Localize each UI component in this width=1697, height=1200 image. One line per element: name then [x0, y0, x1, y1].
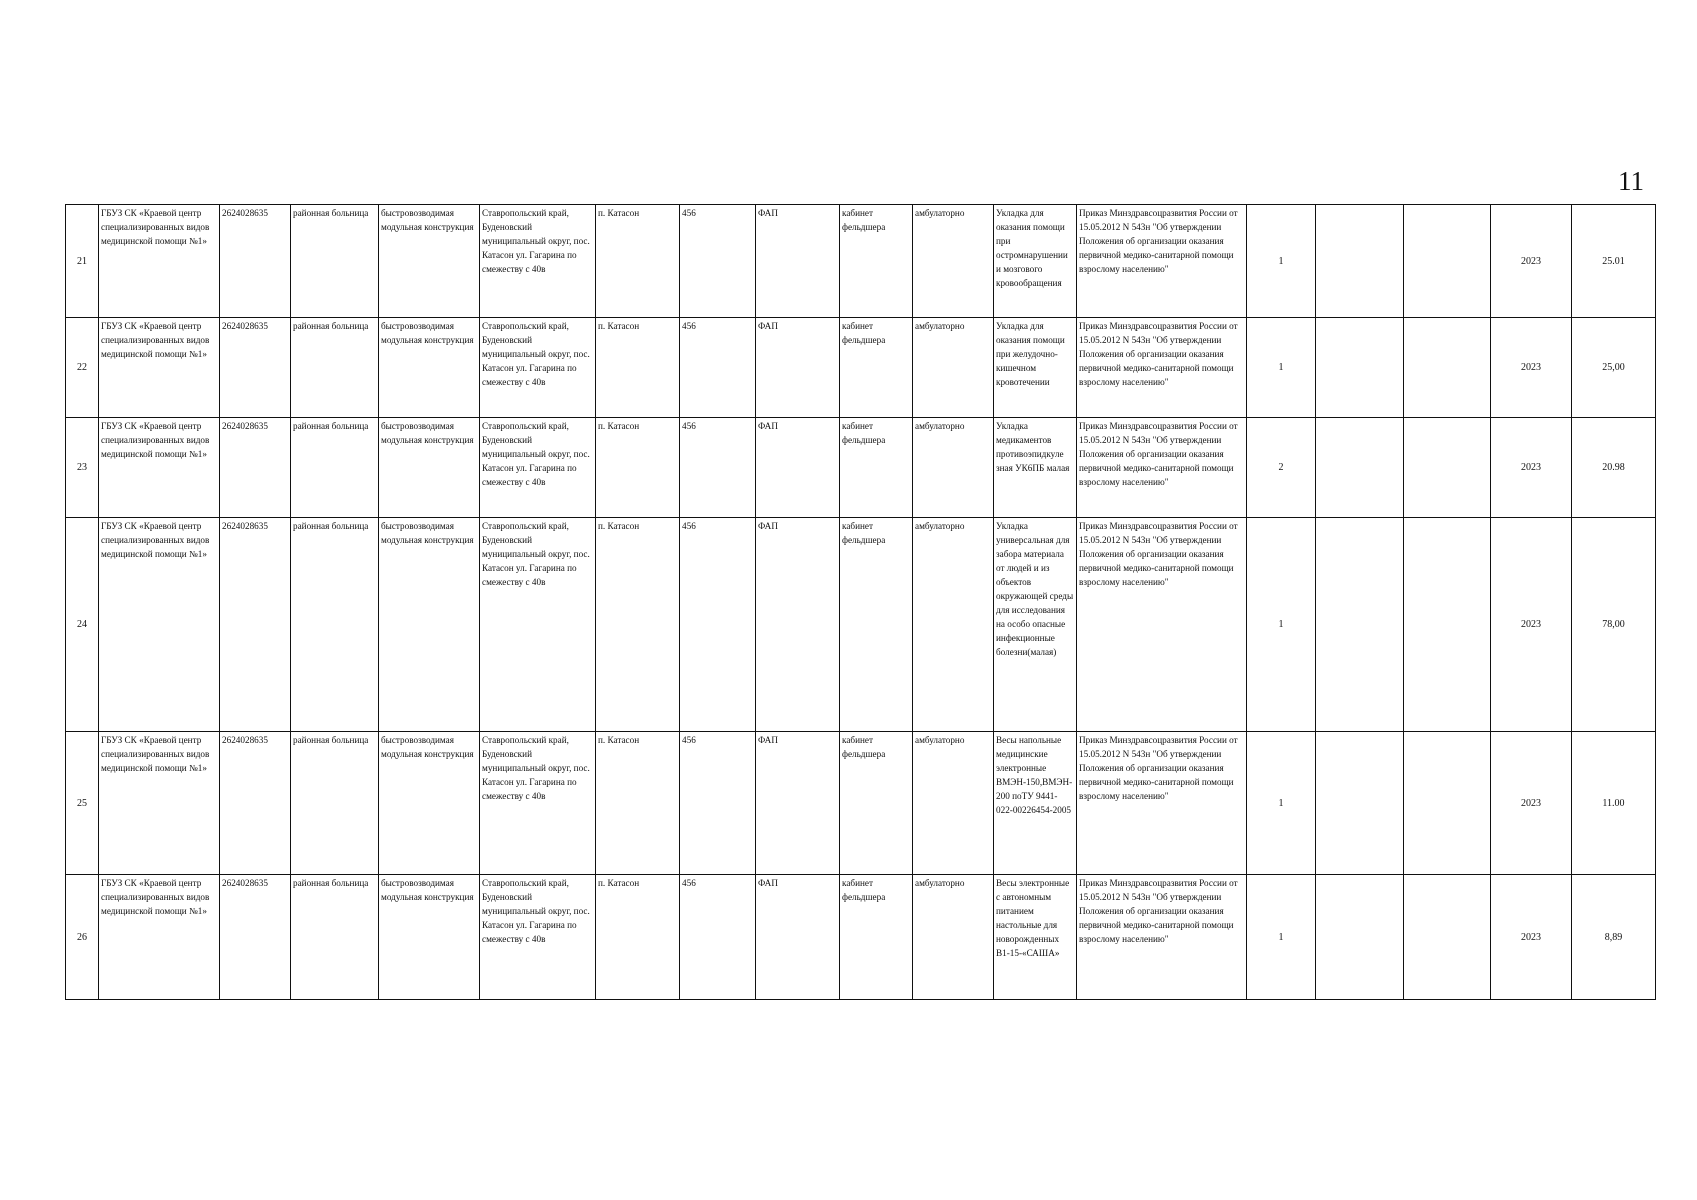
type-text: районная больница [293, 208, 369, 218]
num-text: 21 [77, 255, 87, 267]
construction-text: быстровозводимая модульная конструкция [381, 321, 474, 345]
inn-text: 2624028635 [222, 321, 268, 331]
facility-type-cell [291, 732, 379, 875]
construction-text: быстровозводимая модульная конструкция [381, 735, 474, 759]
empty-cell-2 [1404, 732, 1491, 875]
unit-text: ФАП [758, 878, 778, 888]
equipment-cell [994, 875, 1077, 1000]
cost-text: 78,00 [1602, 619, 1625, 630]
settlement-cell [596, 205, 680, 318]
empty-cell-2 [1404, 318, 1491, 418]
address-cell [480, 205, 596, 318]
empty-cell-1 [1316, 205, 1404, 318]
room-cell [840, 205, 913, 318]
population-text: 456 [682, 521, 696, 531]
care-mode-cell [913, 732, 994, 875]
qty-text: 1 [1278, 797, 1284, 809]
type-text: районная больница [293, 735, 369, 745]
address-cell [480, 875, 596, 1000]
year-cell [1491, 732, 1572, 875]
order-cell [1077, 732, 1247, 875]
population-text: 456 [682, 321, 696, 331]
population-cell [680, 732, 756, 875]
qty-text: 1 [1278, 255, 1284, 267]
year-text: 2023 [1521, 255, 1541, 267]
unit-text: ФАП [758, 421, 778, 431]
population-cell [680, 318, 756, 418]
population-cell [680, 205, 756, 318]
address-cell [480, 518, 596, 732]
mode-text: амбулаторно [915, 321, 965, 331]
year-cell [1491, 518, 1572, 732]
empty-cell-1 [1316, 875, 1404, 1000]
table-row [66, 875, 1656, 1000]
construction-text: быстровозводимая модульная конструкция [381, 878, 474, 902]
row-number-cell [66, 875, 99, 1000]
num-text: 24 [77, 619, 87, 630]
mode-text: амбулаторно [915, 421, 965, 431]
room-cell [840, 875, 913, 1000]
cost-cell [1572, 205, 1656, 318]
inn-cell [220, 205, 291, 318]
org-text: ГБУЗ СК «Краевой центр специализированных видов медицинской помощи №1» [101, 878, 210, 916]
mode-text: амбулаторно [915, 878, 965, 888]
room-text: кабинет фельдшера [842, 208, 886, 232]
address-text: Ставропольский край, Буденовский муниципальный округ, пос. Катасон ул. Гагарина по смежеству с 40в [482, 208, 590, 274]
equipment-table [65, 204, 1656, 1000]
settlement-text: п. Катасон [598, 521, 640, 531]
empty-cell-2 [1404, 205, 1491, 318]
equipment-text: Укладка медикаментов противоэпидкуле зная УК6ПБ малая [996, 421, 1070, 473]
inn-text: 2624028635 [222, 878, 268, 888]
row-number-cell [66, 205, 99, 318]
unit-cell [756, 318, 840, 418]
inn-cell [220, 318, 291, 418]
construction-cell [379, 418, 480, 518]
construction-cell [379, 875, 480, 1000]
population-cell [680, 875, 756, 1000]
page-number: 11 [1618, 166, 1644, 196]
table-row [66, 732, 1656, 875]
table-row [66, 518, 1656, 732]
org-text: ГБУЗ СК «Краевой центр специализированных видов медицинской помощи №1» [101, 735, 210, 773]
room-cell [840, 418, 913, 518]
cost-cell [1572, 732, 1656, 875]
empty-cell-1 [1316, 418, 1404, 518]
order-text: Приказ Минздравсоцразвития России от 15.05.2012 N 543н "Об утверждении Положения об организации оказания первичной медико-санитарной помощи взрослому населению" [1079, 421, 1238, 487]
empty-cell-1 [1316, 732, 1404, 875]
population-text: 456 [682, 878, 696, 888]
row-number-cell [66, 732, 99, 875]
year-text: 2023 [1521, 797, 1541, 809]
unit-cell [756, 418, 840, 518]
construction-cell [379, 318, 480, 418]
facility-type-cell [291, 318, 379, 418]
population-text: 456 [682, 208, 696, 218]
year-cell [1491, 418, 1572, 518]
quantity-cell [1247, 205, 1316, 318]
inn-cell [220, 732, 291, 875]
address-cell [480, 318, 596, 418]
empty-cell-1 [1316, 318, 1404, 418]
quantity-cell [1247, 318, 1316, 418]
address-text: Ставропольский край, Буденовский муниципальный округ, пос. Катасон ул. Гагарина по смежеству с 40в [482, 421, 590, 487]
room-text: кабинет фельдшера [842, 321, 886, 345]
inn-text: 2624028635 [222, 421, 268, 431]
construction-cell [379, 205, 480, 318]
table-row [66, 418, 1656, 518]
year-cell [1491, 318, 1572, 418]
settlement-cell [596, 518, 680, 732]
care-mode-cell [913, 205, 994, 318]
year-cell [1491, 875, 1572, 1000]
settlement-cell [596, 732, 680, 875]
empty-cell-2 [1404, 875, 1491, 1000]
order-text: Приказ Минздравсоцразвития России от 15.05.2012 N 543н "Об утверждении Положения об организации оказания первичной медико-санитарной помощи взрослому населению" [1079, 521, 1238, 587]
empty-cell-2 [1404, 418, 1491, 518]
equipment-text: Весы электронные с автономным питанием настольные для новорожденных В1-15-«САША» [996, 878, 1070, 958]
equipment-cell [994, 732, 1077, 875]
order-cell [1077, 518, 1247, 732]
order-text: Приказ Минздравсоцразвития России от 15.05.2012 N 543н "Об утверждении Положения об организации оказания первичной медико-санитарной помощи взрослому населению" [1079, 878, 1238, 944]
population-text: 456 [682, 735, 696, 745]
order-cell [1077, 318, 1247, 418]
num-text: 22 [77, 362, 87, 373]
care-mode-cell [913, 318, 994, 418]
order-text: Приказ Минздравсоцразвития России от 15.05.2012 N 543н "Об утверждении Положения об организации оказания первичной медико-санитарной помощи взрослому населению" [1079, 321, 1238, 387]
row-number-cell [66, 518, 99, 732]
organization-cell [99, 875, 220, 1000]
inn-cell [220, 875, 291, 1000]
row-number-cell [66, 418, 99, 518]
unit-cell [756, 205, 840, 318]
address-text: Ставропольский край, Буденовский муниципальный округ, пос. Катасон ул. Гагарина по смежеству с 40в [482, 878, 590, 944]
cost-text: 25.01 [1602, 255, 1625, 267]
table-row [66, 318, 1656, 418]
num-text: 25 [77, 797, 87, 809]
quantity-cell [1247, 418, 1316, 518]
room-text: кабинет фельдшера [842, 521, 886, 545]
settlement-cell [596, 318, 680, 418]
room-text: кабинет фельдшера [842, 421, 886, 445]
mode-text: амбулаторно [915, 521, 965, 531]
room-cell [840, 732, 913, 875]
address-text: Ставропольский край, Буденовский муниципальный округ, пос. Катасон ул. Гагарина по смежеству с 40в [482, 321, 590, 387]
num-text: 23 [77, 462, 87, 473]
year-text: 2023 [1521, 462, 1541, 473]
unit-text: ФАП [758, 735, 778, 745]
order-cell [1077, 875, 1247, 1000]
settlement-text: п. Катасон [598, 421, 640, 431]
order-text: Приказ Минздравсоцразвития России от 15.05.2012 N 543н "Об утверждении Положения об организации оказания первичной медико-санитарной помощи взрослому населению" [1079, 735, 1238, 801]
room-text: кабинет фельдшера [842, 878, 886, 902]
equipment-cell [994, 418, 1077, 518]
facility-type-cell [291, 418, 379, 518]
organization-cell [99, 318, 220, 418]
organization-cell [99, 418, 220, 518]
cost-cell [1572, 518, 1656, 732]
year-cell [1491, 205, 1572, 318]
qty-text: 1 [1278, 619, 1284, 630]
qty-text: 2 [1278, 462, 1284, 473]
room-cell [840, 518, 913, 732]
equipment-cell [994, 518, 1077, 732]
equipment-text: Укладка универсальная для забора материала от людей и из объектов окружающей среды для исследования на особо опасные инфекционные болезни(малая) [996, 521, 1074, 657]
settlement-text: п. Катасон [598, 208, 640, 218]
type-text: районная больница [293, 321, 369, 331]
table-row [66, 205, 1656, 318]
inn-text: 2624028635 [222, 208, 268, 218]
year-text: 2023 [1521, 931, 1541, 943]
population-cell [680, 518, 756, 732]
year-text: 2023 [1521, 619, 1541, 630]
org-text: ГБУЗ СК «Краевой центр специализированных видов медицинской помощи №1» [101, 521, 210, 559]
construction-text: быстровозводимая модульная конструкция [381, 421, 474, 445]
facility-type-cell [291, 518, 379, 732]
cost-cell [1572, 418, 1656, 518]
cost-cell [1572, 875, 1656, 1000]
organization-cell [99, 205, 220, 318]
cost-text: 25,00 [1602, 362, 1625, 373]
construction-cell [379, 518, 480, 732]
care-mode-cell [913, 518, 994, 732]
equipment-text: Укладка для оказания помощи при желудочно-кишечном кровотечении [996, 321, 1065, 387]
org-text: ГБУЗ СК «Краевой центр специализированных видов медицинской помощи №1» [101, 208, 210, 246]
room-text: кабинет фельдшера [842, 735, 886, 759]
type-text: районная больница [293, 421, 369, 431]
inn-text: 2624028635 [222, 735, 268, 745]
population-text: 456 [682, 421, 696, 431]
construction-text: быстровозводимая модульная конструкция [381, 208, 474, 232]
population-cell [680, 418, 756, 518]
unit-text: ФАП [758, 208, 778, 218]
address-text: Ставропольский край, Буденовский муниципальный округ, пос. Катасон ул. Гагарина по смежеству с 40в [482, 521, 590, 587]
type-text: районная больница [293, 521, 369, 531]
settlement-cell [596, 418, 680, 518]
settlement-text: п. Катасон [598, 321, 640, 331]
unit-cell [756, 732, 840, 875]
quantity-cell [1247, 875, 1316, 1000]
quantity-cell [1247, 518, 1316, 732]
address-cell [480, 732, 596, 875]
settlement-text: п. Катасон [598, 878, 640, 888]
empty-cell-1 [1316, 518, 1404, 732]
care-mode-cell [913, 875, 994, 1000]
inn-cell [220, 518, 291, 732]
cost-cell [1572, 318, 1656, 418]
organization-cell [99, 518, 220, 732]
equipment-text: Весы напольные медицинские электронные ВМЭН-150,ВМЭН-200 поТУ 9441-022-00226454-2005 [996, 735, 1073, 815]
mode-text: амбулаторно [915, 208, 965, 218]
organization-cell [99, 732, 220, 875]
empty-cell-2 [1404, 518, 1491, 732]
type-text: районная больница [293, 878, 369, 888]
equipment-cell [994, 205, 1077, 318]
construction-cell [379, 732, 480, 875]
cost-text: 8,89 [1604, 931, 1623, 943]
org-text: ГБУЗ СК «Краевой центр специализированных видов медицинской помощи №1» [101, 321, 210, 359]
inn-text: 2624028635 [222, 521, 268, 531]
unit-text: ФАП [758, 321, 778, 331]
address-text: Ставропольский край, Буденовский муниципальный округ, пос. Катасон ул. Гагарина по смежеству с 40в [482, 735, 590, 801]
year-text: 2023 [1521, 362, 1541, 373]
equipment-text: Укладка для оказания помощи при остромнарушении и мозгового кровообращения [996, 208, 1068, 288]
qty-text: 1 [1278, 931, 1284, 943]
org-text: ГБУЗ СК «Краевой центр специализированных видов медицинской помощи №1» [101, 421, 210, 459]
order-cell [1077, 418, 1247, 518]
unit-cell [756, 518, 840, 732]
cost-text: 20.98 [1602, 462, 1625, 473]
address-cell [480, 418, 596, 518]
qty-text: 1 [1278, 362, 1284, 373]
settlement-text: п. Катасон [598, 735, 640, 745]
construction-text: быстровозводимая модульная конструкция [381, 521, 474, 545]
facility-type-cell [291, 205, 379, 318]
quantity-cell [1247, 732, 1316, 875]
row-number-cell [66, 318, 99, 418]
mode-text: амбулаторно [915, 735, 965, 745]
unit-text: ФАП [758, 521, 778, 531]
equipment-cell [994, 318, 1077, 418]
cost-text: 11.00 [1602, 797, 1625, 809]
order-text: Приказ Минздравсоцразвития России от 15.05.2012 N 543н "Об утверждении Положения об организации оказания первичной медико-санитарной помощи взрослому населению" [1079, 208, 1238, 274]
facility-type-cell [291, 875, 379, 1000]
settlement-cell [596, 875, 680, 1000]
room-cell [840, 318, 913, 418]
num-text: 26 [77, 931, 87, 943]
order-cell [1077, 205, 1247, 318]
care-mode-cell [913, 418, 994, 518]
unit-cell [756, 875, 840, 1000]
inn-cell [220, 418, 291, 518]
